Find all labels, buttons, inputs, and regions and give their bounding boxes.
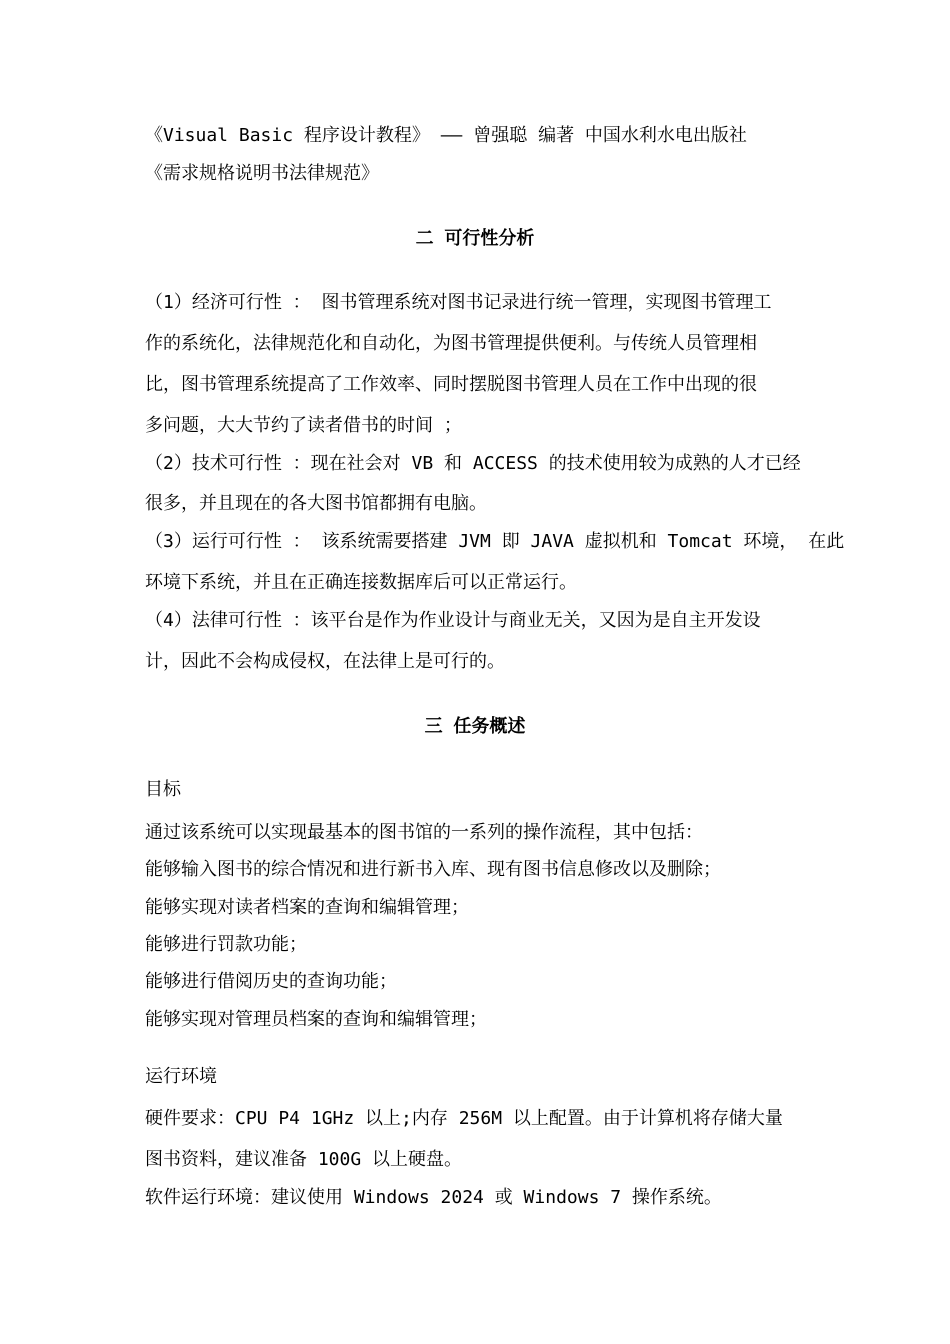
section-heading: 三 任务概述 [424, 716, 526, 737]
reference-line: 《需求规格说明书法律规范》 [145, 163, 379, 184]
paragraph-line: （3）运行可行性 ： 该系统需要搭建 JVM 即 JAVA 虚拟机和 Tomcat 环境， 在此 [145, 531, 845, 552]
reference-line: 《Visual Basic 程序设计教程》 —— 曾强聪 编著 中国水利水电出版社 [145, 125, 747, 146]
section-heading: 二 可行性分析 [415, 228, 535, 249]
goal-line: 能够实现对读者档案的查询和编辑管理； [145, 897, 469, 918]
paragraph-line: 作的系统化，法律规范化和自动化，为图书管理提供便利。与传统人员管理相 [145, 333, 757, 354]
paragraph-line: 很多，并且现在的各大图书馆都拥有电脑。 [145, 493, 487, 514]
goal-line: 能够进行罚款功能； [145, 934, 307, 955]
paragraph-line: （4）法律可行性 ：该平台是作为作业设计与商业无关，又因为是自主开发设 [145, 610, 761, 631]
goal-label: 目标 [145, 779, 181, 800]
goal-line: 能够进行借阅历史的查询功能； [145, 971, 397, 992]
paragraph-line: 多问题，大大节约了读者借书的时间 ； [145, 415, 462, 436]
paragraph-line: （1）经济可行性 ： 图书管理系统对图书记录进行统一管理，实现图书管理工 [145, 292, 772, 313]
environment-label: 运行环境 [145, 1066, 217, 1087]
goal-line: 能够实现对管理员档案的查询和编辑管理； [145, 1009, 487, 1030]
paragraph-line: 计，因此不会构成侵权，在法律上是可行的。 [145, 651, 505, 672]
paragraph-line: （2）技术可行性 ：现在社会对 VB 和 ACCESS 的技术使用较为成熟的人才已经 [145, 453, 801, 474]
goal-line: 能够输入图书的综合情况和进行新书入库、现有图书信息修改以及删除； [145, 859, 721, 880]
environment-line: 图书资料，建议准备 100G 以上硬盘。 [145, 1149, 463, 1170]
environment-line: 硬件要求：CPU P4 1GHz 以上;内存 256M 以上配置。由于计算机将存储大量 [145, 1108, 783, 1129]
environment-line: 软件运行环境：建议使用 Windows 2024 或 Windows 7 操作系统。 [145, 1187, 722, 1208]
goal-line: 通过该系统可以实现最基本的图书馆的一系列的操作流程，其中包括： [145, 822, 703, 843]
paragraph-line: 环境下系统，并且在正确连接数据库后可以正常运行。 [145, 572, 577, 593]
paragraph-line: 比，图书管理系统提高了工作效率、同时摆脱图书管理人员在工作中出现的很 [145, 374, 757, 395]
